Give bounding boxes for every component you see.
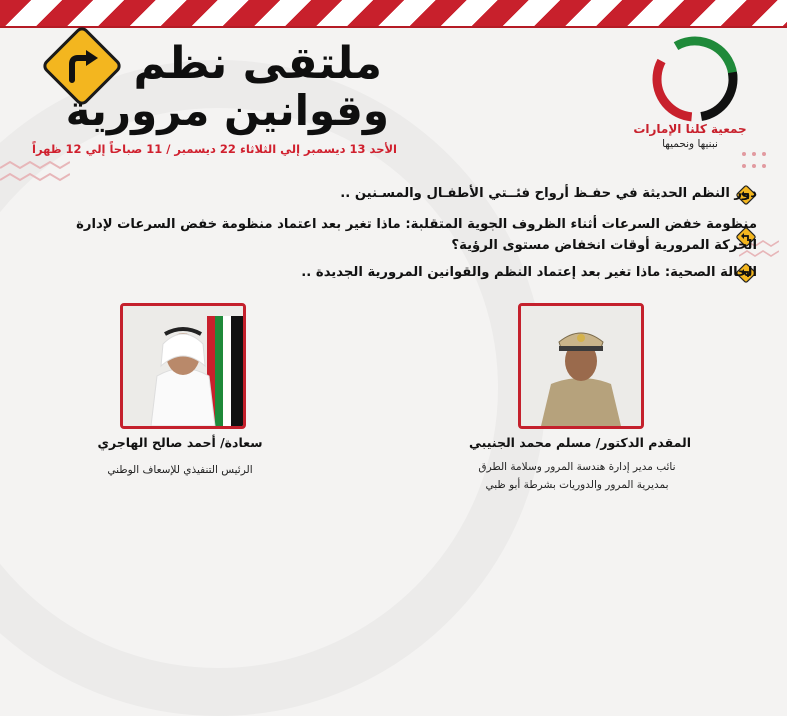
- logo-tagline: نبنيها ونحميها: [662, 138, 718, 150]
- event-date: الأحد 13 ديسمبر إلي الثلاثاء 22 ديسمبر / 11 صباحاً إلي 12 ظهراً: [32, 142, 397, 156]
- speaker-name: سعادة/ أحمد صالح الهاجري: [97, 435, 263, 450]
- dots-decoration: [740, 150, 770, 172]
- speaker-role: [447, 458, 707, 494]
- uae-association-logo: [640, 32, 750, 127]
- page-title-line-2: وقوانين مرورية: [65, 86, 389, 135]
- speaker-role-line: الرئيس التنفيذي للإسعاف الوطني: [107, 464, 253, 476]
- speaker-photo: [120, 303, 246, 429]
- speaker-name: المقدم الدكتور/ مسلم محمد الجنيبي: [469, 435, 691, 450]
- topic-item: دور النظم الحديثة في حفـظ أرواح فئــتي الأطفـال والمسـنين ..: [340, 186, 757, 201]
- topic-item: الحالة الصحية: ماذا تغير بعد إعتماد النظم والقوانين المرورية الجديدة ..: [301, 265, 757, 280]
- speaker-photo: [518, 303, 644, 429]
- speaker-role: [50, 461, 310, 479]
- speaker-role-line: بمديرية المرور والدوريات بشرطة أبو ظبي: [485, 479, 669, 491]
- background-arc: [0, 60, 546, 716]
- page-title-line-1: ملتقى نظم: [133, 38, 382, 89]
- speaker-role-line: نائب مدير إدارة هندسة المرور وسلامة الطرق: [478, 461, 676, 473]
- logo-name: جمعية كلنا الإمارات: [633, 122, 747, 136]
- topic-item: منظومة خفض السرعات أثناء الظروف الجوية المتقلبة: ماذا تغير بعد اعتماد منظومة خفض السرعات لإدارة الحركة المرورية أوقات انخفاض مستوى الرؤية؟: [76, 217, 757, 253]
